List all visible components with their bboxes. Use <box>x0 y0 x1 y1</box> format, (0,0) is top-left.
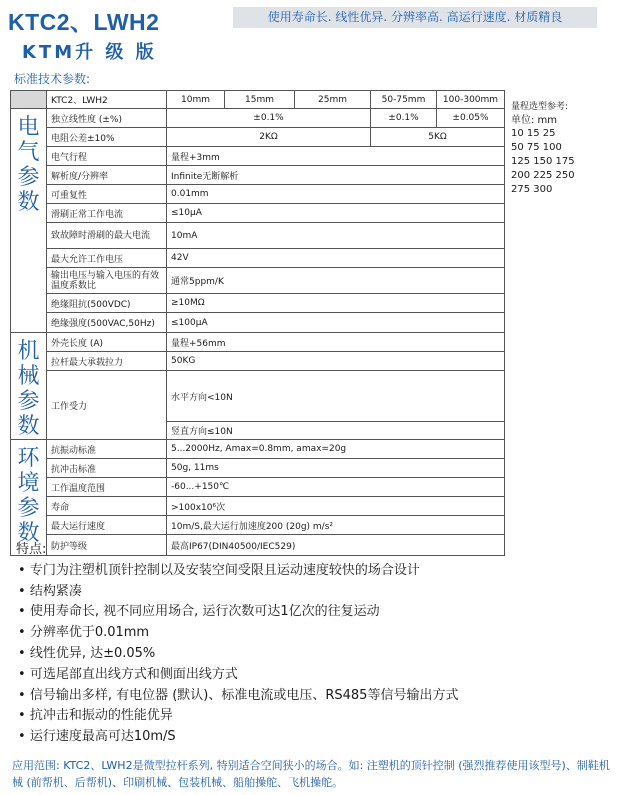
row-label: 致故障时滑刷的最大电流 <box>47 223 167 249</box>
feature-item: • 可选尾部直出线方式和侧面出线方式 <box>16 665 458 686</box>
row-label: 滑刷正常工作电流 <box>47 204 167 223</box>
range-values: 10 15 25 <box>511 127 556 139</box>
cell-value: 0.01mm <box>167 185 505 204</box>
cell-value: ±0.1% <box>371 109 437 128</box>
row-label: 输出电压与输入电压的有效温度系数比 <box>47 268 167 294</box>
row-label: 可重复性 <box>47 185 167 204</box>
row-label: 电气行程 <box>47 147 167 166</box>
cell-value: 10mA <box>167 223 505 249</box>
column-header: 50-75mm <box>371 91 437 109</box>
cell-value: 竖直方向≤10N <box>167 422 505 440</box>
cell-value: ≤10μA <box>167 204 505 223</box>
row-label: 寿命 <box>47 497 167 516</box>
feature-item: • 结构紧凑 <box>16 582 458 603</box>
upgrade-subtitle: KTM升 级 版 <box>22 42 157 63</box>
feature-item: • 专门为注塑机顶针控制以及安装空间受限且运动速度较快的场合设计 <box>16 561 458 582</box>
range-values: 275 300 <box>511 183 553 195</box>
cell-value: ≥10MΩ <box>167 294 505 313</box>
cell-value: 量程+56mm <box>167 333 505 352</box>
cell-value: ±0.1% <box>167 109 371 128</box>
cell-value: 量程+3mm <box>167 147 505 166</box>
row-label: 工作温度范围 <box>47 478 167 497</box>
cell-value: 50g, 11ms <box>167 459 505 478</box>
row-label: 绝缘阻抗(500VDC) <box>47 294 167 313</box>
feature-item: • 抗冲击和振动的性能优异 <box>16 706 458 727</box>
range-unit: 单位: mm <box>511 114 558 126</box>
slogan-banner: 使用寿命长. 线性优异. 分辨率高. 高运行速度. 材质精良 <box>233 7 597 28</box>
row-label: 最大运行速度 <box>47 516 167 535</box>
params-heading: 标准技术参数: <box>14 72 91 86</box>
feature-item: • 信号输出多样, 有电位器 (默认)、标准电流或电压、RS485等信号输出方式 <box>16 686 458 707</box>
row-label: 工作受力 <box>47 371 167 440</box>
model-cell: KTC2、LWH2 <box>47 91 167 109</box>
feature-item: • 线性优异, 达±0.05% <box>16 644 458 665</box>
feature-item: • 运行速度最高可达10m/S <box>16 727 458 748</box>
row-label: 最大允许工作电压 <box>47 249 167 268</box>
feature-item: • 使用寿命长, 视不同应用场合, 运行次数可达1亿次的往复运动 <box>16 602 458 623</box>
section-label-electrical: 电 气 参 数 <box>11 109 47 333</box>
cell-value: ±0.05% <box>437 109 505 128</box>
range-heading: 量程选型参考: <box>511 101 569 112</box>
row-label: 外壳长度 (A) <box>47 333 167 352</box>
column-header: 100-300mm <box>437 91 505 109</box>
section-label-environmental: 环 境 参 数 <box>11 440 47 556</box>
cell-value: 水平方向<10N <box>167 371 505 422</box>
row-label: 防护等级 <box>47 535 167 556</box>
product-title: KTC2、LWH2 <box>8 9 160 35</box>
table-header-row <box>11 91 621 109</box>
range-values: 125 150 175 <box>511 155 575 167</box>
row-label: 拉杆最大承载拉力 <box>47 352 167 371</box>
range-values: 50 75 100 <box>511 141 562 153</box>
cell-value: ≤100μA <box>167 313 505 333</box>
range-reference <box>505 91 621 535</box>
cell-value: >100x10⁶次 <box>167 497 505 516</box>
spec-table <box>10 90 621 556</box>
features-heading: 特点: <box>16 542 47 557</box>
section-label-mechanical: 机 械 参 数 <box>11 333 47 440</box>
row-label: 抗振动标准 <box>47 440 167 459</box>
cell-value: 50KG <box>167 352 505 371</box>
row-label: 电阻公差±10% <box>47 128 167 147</box>
column-header: 25mm <box>295 91 371 109</box>
feature-item: • 分辨率优于0.01mm <box>16 623 458 644</box>
application-scope: 应用范围: KTC2、LWH2是微型拉杆系列, 特别适合空间狭小的场合。如: 注塑机的顶针控制 (强烈推荐使用该型号)、制鞋机械 (前帮机、后帮机)、印刷机械、包装机械、船舶操舵、飞机操舵。 <box>12 759 610 789</box>
row-label: 解析度/分辨率 <box>47 166 167 185</box>
cell-value: 10m/S,最大运行加速度200 (20g) m/s² <box>167 516 505 535</box>
cell-value: 5KΩ <box>371 128 505 147</box>
column-header: 15mm <box>225 91 295 109</box>
cell-value: 42V <box>167 249 505 268</box>
cell-value: 最高IP67(DIN40500/IEC529) <box>167 535 505 556</box>
cell-value: -60...+150℃ <box>167 478 505 497</box>
column-header: 10mm <box>167 91 225 109</box>
cell-value: 通常5ppm/K <box>167 268 505 294</box>
header-blank-cell <box>11 91 47 109</box>
row-label: 抗冲击标准 <box>47 459 167 478</box>
cell-value: 2KΩ <box>167 128 371 147</box>
cell-value: 5...2000Hz, Amax=0.8mm, amax=20g <box>167 440 505 459</box>
cell-value: Infinite无断解析 <box>167 166 505 185</box>
range-values: 200 225 250 <box>511 169 575 181</box>
row-label: 绝缘强度(500VAC,50Hz) <box>47 313 167 333</box>
features-list <box>16 540 458 748</box>
row-label: 独立线性度 (±%) <box>47 109 167 128</box>
